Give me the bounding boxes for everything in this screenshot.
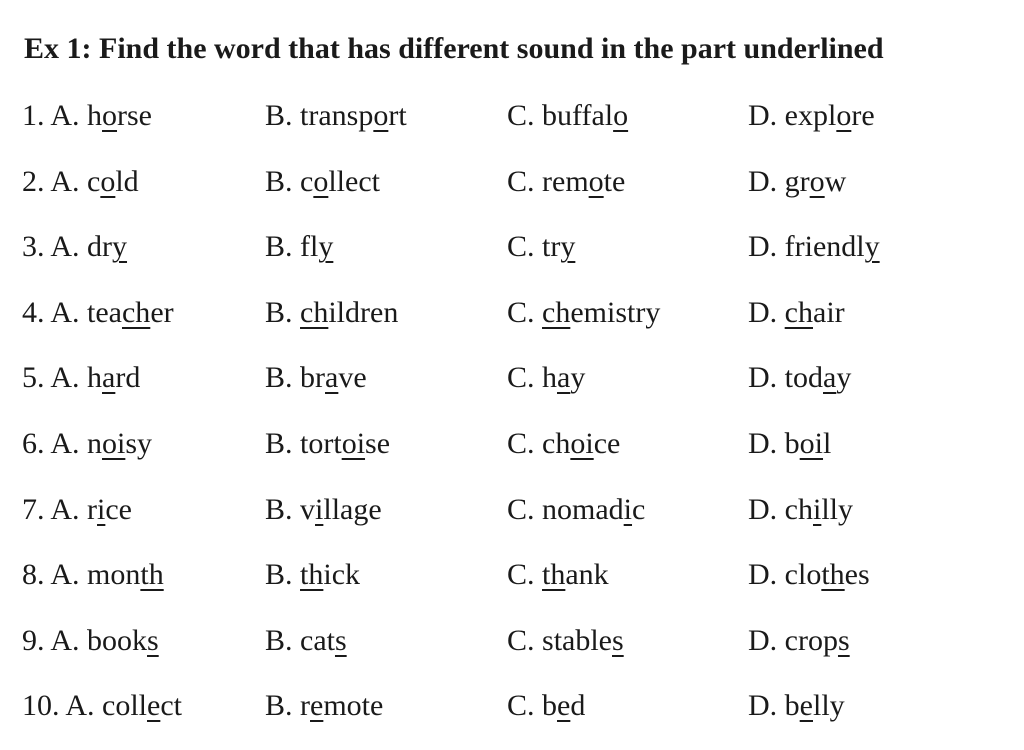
underlined-sound: th (542, 558, 566, 592)
word-part: r (87, 492, 98, 526)
option-label: C. (507, 492, 543, 526)
option-label: C. (507, 230, 543, 264)
underlined-sound: o (313, 164, 329, 198)
option-d (748, 420, 831, 468)
word-part: w (824, 164, 847, 198)
option-d (748, 551, 870, 599)
underlined-sound: oi (102, 426, 126, 460)
question-row (22, 420, 1012, 486)
word-part: se (365, 426, 391, 460)
underlined-sound: s (612, 623, 624, 657)
option-label: 10. A. (22, 689, 103, 723)
question-row (22, 486, 1012, 552)
word-part: ildren (328, 295, 399, 329)
option-a (22, 617, 159, 665)
option-a (22, 92, 152, 140)
word-part: b (784, 689, 800, 723)
word-part: ld (115, 164, 139, 198)
option-b (265, 420, 390, 468)
option-a (22, 223, 127, 271)
option-label: D. (748, 295, 785, 329)
word-part: crop (784, 623, 838, 657)
option-c (507, 354, 585, 402)
option-d (748, 354, 851, 402)
option-a (22, 420, 152, 468)
underlined-sound: a (557, 361, 571, 395)
word-part: cat (300, 623, 335, 657)
question-list (22, 92, 1012, 748)
option-b (265, 289, 398, 337)
underlined-sound: oi (570, 426, 594, 460)
underlined-sound: o (102, 99, 118, 132)
word-part: h (542, 361, 558, 395)
word-part: r (300, 689, 311, 723)
option-c (507, 682, 585, 730)
word-part: tod (784, 361, 824, 395)
option-d (748, 92, 875, 140)
option-label: B. (265, 361, 301, 395)
option-c (507, 289, 660, 337)
word-part: h (87, 361, 103, 395)
underlined-sound: o (100, 164, 116, 198)
word-part: mote (323, 689, 384, 723)
option-label: C. (507, 99, 543, 132)
word-part: re (851, 99, 875, 132)
option-a (22, 289, 174, 337)
word-part: y (836, 361, 852, 395)
word-part: coll (102, 689, 148, 723)
option-label: C. (507, 361, 543, 395)
option-b (265, 92, 407, 140)
word-part: buffal (542, 99, 614, 132)
option-label: D. (748, 689, 785, 723)
option-d (748, 486, 853, 534)
word-part: gr (784, 164, 810, 198)
underlined-sound: s (147, 623, 159, 657)
underlined-sound: ch (300, 295, 329, 329)
option-label: C. (507, 623, 543, 657)
underlined-sound: ch (542, 295, 571, 329)
underlined-sound: o (613, 99, 629, 132)
option-d (748, 158, 846, 206)
word-part: y (570, 361, 586, 395)
word-part: c (300, 164, 314, 198)
word-part: l (823, 426, 832, 460)
word-part: ce (105, 492, 132, 526)
word-part: h (87, 99, 103, 132)
question-row (22, 617, 1012, 683)
word-part: friendl (784, 230, 865, 264)
word-part: air (813, 295, 845, 329)
word-part: n (87, 426, 103, 460)
option-c (507, 486, 645, 534)
word-part: rem (542, 164, 589, 198)
word-part: es (844, 558, 870, 592)
word-part: b (784, 426, 800, 460)
underlined-sound: a (102, 361, 116, 395)
underlined-sound: o (373, 99, 389, 132)
word-part: book (87, 623, 148, 657)
option-a (22, 551, 164, 599)
option-label: B. (265, 558, 301, 592)
option-b (265, 486, 382, 534)
option-label: 4. A. (22, 295, 88, 329)
word-part: expl (784, 99, 837, 132)
word-part: rse (117, 99, 152, 132)
underlined-sound: y (318, 230, 334, 264)
word-part: llect (328, 164, 380, 198)
option-label: B. (265, 689, 301, 723)
underlined-sound: s (334, 623, 347, 657)
word-part: rd (115, 361, 141, 395)
underlined-sound: ch (784, 295, 813, 329)
underlined-sound: th (300, 558, 324, 592)
option-c (507, 92, 628, 140)
option-label: 7. A. (22, 492, 88, 526)
question-row (22, 551, 1012, 617)
word-part: mon (87, 558, 141, 592)
word-part: rt (388, 99, 407, 132)
question-row (22, 223, 1012, 289)
option-c (507, 617, 624, 665)
option-d (748, 223, 880, 271)
word-part: v (300, 492, 316, 526)
underlined-sound: th (140, 558, 164, 592)
underlined-sound: e (799, 689, 813, 723)
option-label: C. (507, 558, 543, 592)
word-part: dr (87, 230, 113, 264)
underlined-sound: ch (121, 295, 151, 329)
word-part: tr (542, 230, 561, 264)
option-label: 1. A. (22, 99, 88, 132)
option-c (507, 420, 620, 468)
underlined-sound: i (315, 492, 324, 526)
word-part: transp (300, 99, 374, 132)
word-part: br (300, 361, 326, 395)
option-a (22, 682, 182, 730)
underlined-sound: o (836, 99, 852, 132)
option-label: D. (748, 99, 785, 132)
word-part: er (150, 295, 174, 329)
option-label: B. (265, 295, 301, 329)
underlined-sound: o (809, 164, 825, 198)
option-c (507, 551, 609, 599)
exercise-title: Ex 1: Find the word that has different sound in the part underlined (24, 32, 884, 65)
word-part: c (87, 164, 101, 198)
word-part: c (632, 492, 646, 526)
option-b (265, 617, 347, 665)
option-d (748, 617, 850, 665)
option-label: D. (748, 492, 785, 526)
option-label: B. (265, 164, 301, 198)
option-label: 3. A. (22, 230, 88, 264)
option-label: D. (748, 361, 785, 395)
underlined-sound: i (623, 492, 633, 526)
option-d (748, 289, 845, 337)
question-row (22, 289, 1012, 355)
option-label: 5. A. (22, 361, 88, 395)
option-b (265, 158, 380, 206)
option-label: 8. A. (22, 558, 88, 592)
underlined-sound: a (325, 361, 339, 395)
option-label: C. (507, 689, 543, 723)
word-part: tort (300, 426, 342, 460)
option-b (265, 354, 367, 402)
word-part: ank (565, 558, 609, 592)
option-label: B. (265, 492, 301, 526)
option-label: D. (748, 623, 785, 657)
word-part: sy (125, 426, 153, 460)
underlined-sound: oi (341, 426, 366, 460)
option-a (22, 158, 139, 206)
option-label: D. (748, 230, 785, 264)
option-b (265, 682, 383, 730)
underlined-sound: o (588, 164, 604, 198)
word-part: ct (160, 689, 182, 723)
word-part: ick (323, 558, 361, 592)
word-part: b (542, 689, 558, 723)
option-a (22, 354, 140, 402)
underlined-sound: e (310, 689, 324, 723)
word-part: stable (542, 623, 612, 657)
underlined-sound: y (112, 230, 128, 264)
option-label: D. (748, 164, 785, 198)
option-label: 2. A. (22, 164, 88, 198)
underlined-sound: i (97, 492, 106, 526)
option-d (748, 682, 845, 730)
word-part: tea (87, 295, 122, 329)
word-part: d (570, 689, 586, 723)
underlined-sound: e (557, 689, 571, 723)
underlined-sound: oi (799, 426, 824, 460)
option-label: 9. A. (22, 623, 88, 657)
underlined-sound: th (821, 558, 845, 592)
word-part: emistry (570, 295, 661, 329)
option-label: D. (748, 558, 785, 592)
underlined-sound: s (837, 623, 850, 657)
option-label: D. (748, 426, 785, 460)
option-a (22, 486, 132, 534)
option-label: 6. A. (22, 426, 88, 460)
option-b (265, 551, 360, 599)
option-c (507, 223, 575, 271)
underlined-sound: e (147, 689, 161, 723)
option-label: C. (507, 295, 543, 329)
word-part: nomad (542, 492, 624, 526)
question-row (22, 354, 1012, 420)
word-part: lly (821, 492, 854, 526)
question-row (22, 158, 1012, 224)
option-c (507, 158, 625, 206)
word-part: ve (338, 361, 367, 395)
question-row (22, 682, 1012, 748)
option-label: B. (265, 623, 301, 657)
word-part: ch (784, 492, 813, 526)
option-label: B. (265, 99, 301, 132)
word-part: clo (784, 558, 822, 592)
word-part: te (603, 164, 626, 198)
underlined-sound: i (813, 492, 822, 526)
word-part: llage (323, 492, 382, 526)
option-label: B. (265, 426, 301, 460)
underlined-sound: y (864, 230, 880, 264)
option-label: C. (507, 164, 543, 198)
question-row (22, 92, 1012, 158)
word-part: ce (593, 426, 621, 460)
option-label: C. (507, 426, 543, 460)
option-label: B. (265, 230, 301, 264)
word-part: ch (542, 426, 571, 460)
word-part: fl (300, 230, 319, 264)
option-b (265, 223, 333, 271)
underlined-sound: y (560, 230, 576, 264)
underlined-sound: a (823, 361, 837, 395)
word-part: lly (813, 689, 845, 723)
